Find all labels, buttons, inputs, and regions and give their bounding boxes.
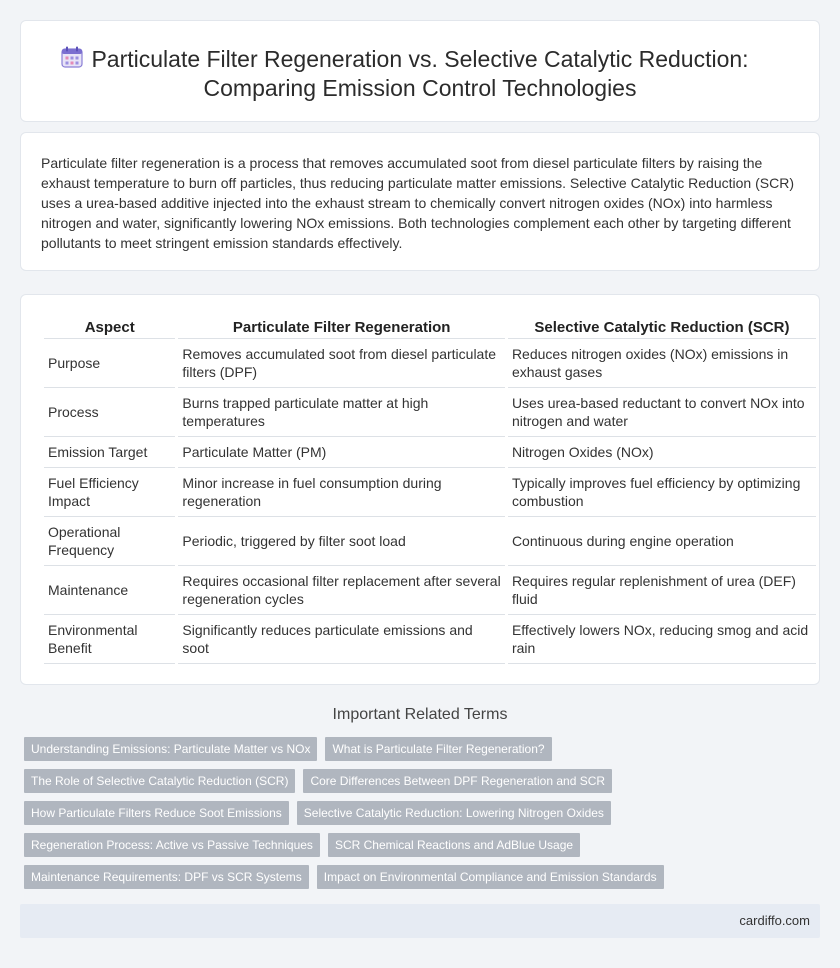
related-terms-row	[24, 833, 580, 857]
row-aspect: Purpose	[44, 339, 175, 388]
header-aspect: Aspect	[44, 315, 175, 339]
page-title-line-2: Comparing Emission Control Technologies	[203, 75, 637, 101]
row-aspect: Fuel Efficiency Impact	[44, 468, 175, 517]
related-terms-row	[24, 801, 611, 825]
row-aspect: Process	[44, 388, 175, 437]
row-pfr-value: Minor increase in fuel consumption during regeneration	[178, 468, 505, 517]
related-term-link[interactable]: How Particulate Filters Reduce Soot Emissions	[24, 801, 289, 825]
related-term-link[interactable]: Regeneration Process: Active vs Passive Techniques	[24, 833, 320, 857]
related-term-link[interactable]: Impact on Environmental Compliance and Emission Standards	[317, 865, 664, 889]
row-aspect: Environmental Benefit	[44, 615, 175, 664]
related-terms-row	[24, 769, 612, 793]
table-header-row	[44, 315, 816, 339]
related-term-link[interactable]: The Role of Selective Catalytic Reduction (SCR)	[24, 769, 295, 793]
row-aspect: Operational Frequency	[44, 517, 175, 566]
related-term-link[interactable]: What is Particulate Filter Regeneration?	[325, 737, 551, 761]
row-pfr-value: Removes accumulated soot from diesel particulate filters (DPF)	[178, 339, 505, 388]
header-particulate-filter: Particulate Filter Regeneration	[178, 315, 505, 339]
row-aspect: Emission Target	[44, 437, 175, 468]
row-pfr-value: Requires occasional filter replacement after several regeneration cycles	[178, 566, 505, 615]
intro-paragraph: Particulate filter regeneration is a process that removes accumulated soot from diesel particulate filters by raising the exhaust temperature to burn off particles, thus reducing particulate matter emissions. Selective Catalytic Reduction (SCR) uses a urea-based additive injected into the exhaust stream to chemically convert nitrogen oxides (NOx) into harmless nitrogen and water, significantly lowering NOx emissions. Both technologies complement each other by targeting different pollutants to meet stringent emission standards effectively.	[41, 155, 794, 251]
related-terms-row	[24, 737, 552, 761]
related-term-link[interactable]: SCR Chemical Reactions and AdBlue Usage	[328, 833, 580, 857]
footer-site-link[interactable]: cardiffo.com	[739, 913, 810, 928]
table-row	[44, 615, 816, 664]
row-pfr-value: Burns trapped particulate matter at high temperatures	[178, 388, 505, 437]
page-title-line-1: Particulate Filter Regeneration vs. Selective Catalytic Reduction:	[91, 46, 749, 72]
table-row	[44, 388, 816, 437]
table-row	[44, 437, 816, 468]
related-term-link[interactable]: Core Differences Between DPF Regeneration and SCR	[303, 769, 612, 793]
footer	[20, 904, 820, 938]
related-term-link[interactable]: Understanding Emissions: Particulate Matter vs NOx	[24, 737, 317, 761]
related-term-link[interactable]: Selective Catalytic Reduction: Lowering Nitrogen Oxides	[297, 801, 611, 825]
row-scr-value: Uses urea-based reductant to convert NOx into nitrogen and water	[508, 388, 816, 437]
table-row	[44, 339, 816, 388]
row-scr-value: Nitrogen Oxides (NOx)	[508, 437, 816, 468]
page-title	[21, 45, 819, 103]
row-scr-value: Requires regular replenishment of urea (DEF) fluid	[508, 566, 816, 615]
header-scr: Selective Catalytic Reduction (SCR)	[508, 315, 816, 339]
row-pfr-value: Particulate Matter (PM)	[178, 437, 505, 468]
related-term-link[interactable]: Maintenance Requirements: DPF vs SCR Systems	[24, 865, 309, 889]
table-row	[44, 468, 816, 517]
title-card	[20, 20, 820, 122]
comparison-table-card	[20, 294, 820, 685]
table-row	[44, 517, 816, 566]
row-scr-value: Effectively lowers NOx, reducing smog and acid rain	[508, 615, 816, 664]
row-scr-value: Reduces nitrogen oxides (NOx) emissions in exhaust gases	[508, 339, 816, 388]
row-pfr-value: Periodic, triggered by filter soot load	[178, 517, 505, 566]
related-terms-row	[24, 865, 664, 889]
related-terms-heading: Important Related Terms	[332, 706, 508, 723]
row-scr-value: Continuous during engine operation	[508, 517, 816, 566]
row-pfr-value: Significantly reduces particulate emissions and soot	[178, 615, 505, 664]
row-scr-value: Typically improves fuel efficiency by optimizing combustion	[508, 468, 816, 517]
intro-card	[20, 132, 820, 271]
comparison-table	[41, 315, 819, 664]
table-row	[44, 566, 816, 615]
row-aspect: Maintenance	[44, 566, 175, 615]
